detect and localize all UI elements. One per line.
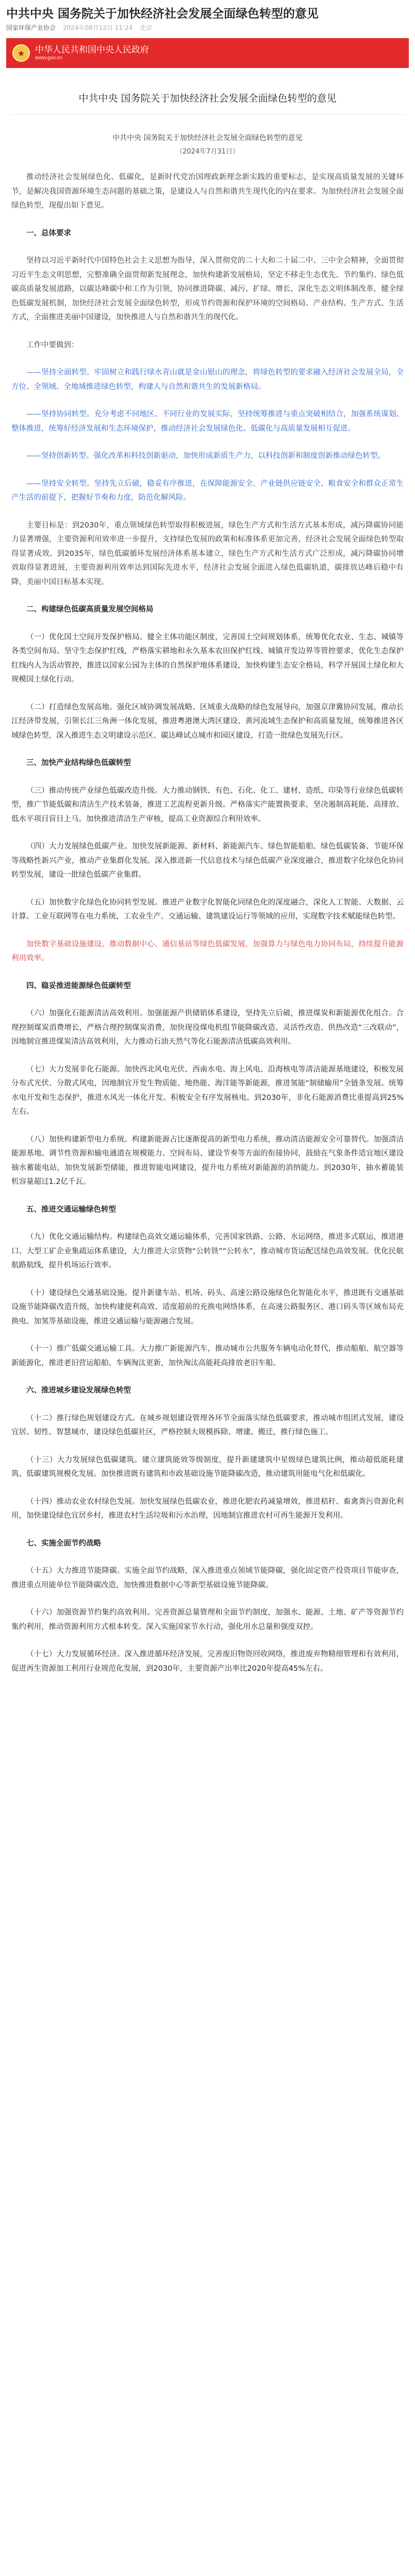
paragraph: （十二）推行绿色规划建设方式。在城乡规划建设管理各环节全面落实绿色低碳要求，推动城市组团式发展，建设宜居、韧性、智慧城市，建设绿色低碳社区，严格控制大规模拆除、增建、搬迁，推行绿色施工。 <box>11 1414 404 1436</box>
paragraph: （十三）大力发展绿色低碳建筑。建立建筑能效等级制度，提升新建建筑中星级绿色建筑比例，推动超低能耗建筑、低碳建筑规模化发展。加快推进既有建筑和市政基础设施节能降碳改造，推动建筑用能电气化和低碳化。 <box>11 1455 404 1478</box>
paragraph: （九）优化交通运输结构。构建绿色高效交通运输体系，完善国家铁路、公路、水运网络，推进多式联运，推进港口、大型工矿企业集疏运体系建设，大力推进大宗货物“公转铁”“公转水”，推动城市货运配送绿色高效发展。优化民航航路航线，提升机场运行效率。 <box>11 1233 404 1269</box>
paragraph: （十六）加强资源节约集约高效利用。完善资源总量管理和全面节约制度，加强水、能源、土地、矿产等资源节约集约利用，推动资源利用方式根本转变。深入实施国家节水行动，强化用水总量和强度双控。 <box>11 1608 404 1631</box>
site-name-en: www.gov.cn <box>35 55 62 61</box>
document-date: （2024年7月31日） <box>176 148 239 156</box>
paragraph: （十一）推广低碳交通运输工具。大力推广新能源汽车，推动城市公共服务车辆电动化替代，推动船舶、航空器等新能源化，推进老旧营运船舶、车辆淘汰更新，加快淘汰高能耗高排放老旧车船。 <box>11 1345 404 1367</box>
national-emblem-icon: ★ <box>12 44 30 62</box>
section-heading: 四、稳妥推进能源绿色低碳转型 <box>26 981 131 990</box>
paragraph: （四）大力发展绿色低碳产业。加快发展新能源、新材料、新能源汽车、绿色智能船舶、绿色低碳装备、节能环保等战略性新兴产业，推动产业集群化发展。深入推进新一代信息技术与绿色低碳产业深度融合，推进数字化绿色化协同转型发展，建设一批绿色低碳产业集群。 <box>11 842 404 879</box>
section-heading: 五、推进交通运输绿色转型 <box>26 1205 116 1214</box>
publish-location: 北京 <box>140 24 153 31</box>
document-title-repeat: 中共中央 国务院关于加快经济社会发展全面绿色转型的意见 <box>112 134 303 142</box>
paragraph: 推动经济社会发展绿色化、低碳化，是新时代党治国理政新理念新实践的重要标志，是实现高质量发展的关键环节，是解决我国资源环境生态问题的基础之策，是建设人与自然和谐共生现代化的内在要求。为加快经济社会发展全面绿色转型，现提出如下意见。 <box>11 173 404 210</box>
site-name <box>35 45 149 61</box>
page-title: 中共中央 国务院关于加快经济社会发展全面绿色转型的意见 <box>6 7 319 21</box>
paragraph: ——坚持创新转型。强化改革和科技创新驱动，加快形成新质生产力，以科技创新和制度创新推动绿色转型。 <box>26 452 385 460</box>
paragraph: （八）加快构建新型电力系统。构建新能源占比逐渐提高的新型电力系统，推动清洁能源安全可靠替代。加强清洁能源基地、调节性资源和输电通道在规模能力、空间布局、建设节奏等方面的衔接协同，鼓励在气象条件适宜地区建设抽水蓄能电站，加快发展新型储能，推进智能电网建设，提升电力系统对新能源的消纳能力。到2030年，抽水蓄能装机容量超过1.2亿千瓦。 <box>11 1135 404 1186</box>
publish-date: 2024年08月12日 11:24 <box>62 24 133 31</box>
section-heading: 一、总体要求 <box>26 229 71 238</box>
paragraph: （十五）大力推进节能降碳。实施全面节约战略，深入推进重点领域节能降碳，强化固定资产投资项目节能审查，推进重点用能单位节能降碳改造，加快推进数据中心等新型基础设施节能降碳。 <box>11 1567 404 1589</box>
document-title: 中共中央 国务院关于加快经济社会发展全面绿色转型的意见 <box>78 93 337 104</box>
section-heading: 二、构建绿色低碳高质量发展空间格局 <box>26 605 154 614</box>
source-line <box>0 24 415 32</box>
paragraph: 工作中要做到： <box>26 341 79 349</box>
paragraph: （十七）大力发展循环经济。深入推进循环经济发展，完善废旧物资回收网络，推进废弃物精细管理和有效利用，促进再生资源加工利用行业规范化发展，到2030年，主要资源产出率比2020年提高45%左右。 <box>11 1650 404 1673</box>
paragraph: ——坚持协同转型。充分考虑不同地区、不同行业的发展实际，坚持统筹推进与重点突破相结合，加强系统谋划、整体推进，统筹好经济发展和生态环境保护，推动经济社会发展绿色化、低碳化与高质量发展相互促进。 <box>11 410 404 433</box>
section-heading: 七、实施全面节约战略 <box>26 1539 101 1548</box>
paragraph: （二）打造绿色发展高地。强化区域协调发展战略、区域重大战略的绿色发展导向，加强京津冀协同发展，推动长江经济带发展，引领长江三角洲一体化发展，推进粤港澳大湾区建设、黄河流域生态保护和高质量发展，统筹推进各区域绿色转型，深入推进生态文明建设示范区、碳达峰试点城市和园区建设，打造一批绿色发展先行区。 <box>11 703 404 740</box>
paragraph: ——坚持安全转型。坚持先立后破，稳妥有序推进，在保障能源安全、产业链供应链安全、粮食安全和群众正常生产生活的前提下，把握好节奏和力度，防范化解风险。 <box>11 479 404 502</box>
paragraph: （十四）推动农业农村绿色发展。加快发展绿色低碳农业，推进化肥农药减量增效，推进秸秆、畜禽粪污资源化利用，加快建设绿色宜居乡村，推进农村生活垃圾和污水治理，因地制宜推进农村可再生能源开发利用。 <box>11 1497 404 1520</box>
paragraph-list <box>11 171 404 1676</box>
paragraph: （一）优化国土空间开发保护格局。健全主体功能区制度，完善国土空间规划体系，统筹优化农业、生态、城镇等各类空间布局。坚守生态保护红线，严格落实耕地和永久基本农田保护红线、城镇开发边界等管控要求，优化生态保护红线内人为活动管控，推进以国家公园为主体的自然保护地体系建设，加快构建生态安全格局，科学开展国土绿化和大规模国土绿化行动。 <box>11 633 404 684</box>
paragraph: ——坚持全面转型。牢固树立和践行绿水青山就是金山银山的理念，将绿色转型的要求融入经济社会发展全局，全方位、全领域、全地域推进绿色转型，构建人与自然和谐共生的发展新格局。 <box>11 368 404 391</box>
paragraph: 坚持以习近平新时代中国特色社会主义思想为指导，深入贯彻党的二十大和二十届二中、三中全会精神，全面贯彻习近平生态文明思想，完整准确全面贯彻新发展理念，加快构建新发展格局，坚定不移走生态优先、节约集约、绿色低碳高质量发展道路，以碳达峰碳中和工作为引领，协同推进降碳、减污、扩绿、增长，深化生态文明体制改革，健全绿色低碳发展机制，加快经济社会发展全面绿色转型，形成节约资源和保护环境的空间格局、产业结构、生产方式、生活方式，全面推进美丽中国建设，加快推进人与自然和谐共生的现代化。 <box>11 257 404 321</box>
paragraph: （三）推动传统产业绿色低碳改造升级。大力推动钢铁、有色、石化、化工、建材、造纸、印染等行业绿色低碳转型，推广节能低碳和清洁生产技术装备，推进工艺流程更新升级。严格落实产能置换要求，坚决遏制高耗能、高排放、低水平项目盲目上马。加快推进清洁生产审核，提高工业资源综合利用效率。 <box>11 786 404 823</box>
title-divider <box>11 114 404 115</box>
section-heading: 六、推进城乡建设发展绿色转型 <box>26 1386 131 1395</box>
paragraph: 主要目标是：到2030年，重点领域绿色转型取得积极进展，绿色生产方式和生活方式基本形成，减污降碳协同能力显著增强，主要资源利用效率进一步提升，支持绿色发展的政策和标准体系更加完善，经济社会发展全面绿色转型取得显著成效。到2035年，绿色低碳循环发展经济体系基本建立，绿色生产方式和生活方式广泛形成，减污降碳协同增效取得显著进展，主要资源利用效率达到国际先进水平，经济社会发展全面进入绿色低碳轨道，碳排放达峰后稳中有降，美丽中国目标基本实现。 <box>11 521 404 586</box>
source-name[interactable]: 国家环保产业协会 <box>6 24 56 31</box>
gov-site-banner <box>6 38 409 68</box>
paragraph: （七）大力发展非化石能源。加快西北风电光伏、西南水电、海上风电、沿海核电等清洁能源基地建设，积极发展分布式光伏、分散式风电，因地制宜开发生物质能、地热能、海洋能等新能源，推进氢能“制储输用”全链条发展。统筹水电开发和生态保护，推进水风光一体化开发。积极安全有序发展核电。到2030年，非化石能源消费比重提高到25%左右。 <box>11 1065 404 1116</box>
paragraph: 加快数字基础设施建设，推动数据中心、通信基站等绿色低碳发展，加强算力与绿色电力协同布局，持续提升能源利用效率。 <box>11 940 404 962</box>
paragraph: （十）建设绿色交通基础设施。提升新建车站、机场、码头、高速公路设施绿色化智能化水平，推进既有交通基础设施节能降碳改造升级，加快构建便利高效、适度超前的充换电网络体系，在高速公路服务区、港口码头等区域布局充换电、加氢等基础设施，推进交通运输与能源融合发展。 <box>11 1289 404 1326</box>
site-name-cn: 中华人民共和国中央人民政府 <box>35 45 149 55</box>
section-heading: 三、加快产业结构绿色低碳转型 <box>26 759 131 767</box>
article-body <box>0 90 415 1676</box>
paragraph: （六）加强化石能源清洁高效利用。加强能源产供储销体系建设，坚持先立后破，推进煤炭和新能源优化组合。合理控制煤炭消费增长，严格合理控制煤炭消费，加快现役煤电机组节能降碳改造、灵活性改造、供热改造“三改联动”，因地制宜推进煤炭清洁高效利用，大力推动石油天然气等化石能源清洁低碳高效利用。 <box>11 1009 404 1046</box>
paragraph: （五）加快数字化绿色化协同转型发展。推进产业数字化智能化同绿色化的深度融合，深化人工智能、大数据、云计算、工业互联网等在电力系统、工农业生产、交通运输、建筑建设运行等领域的应用，实现数字技术赋能绿色转型。 <box>11 898 404 921</box>
